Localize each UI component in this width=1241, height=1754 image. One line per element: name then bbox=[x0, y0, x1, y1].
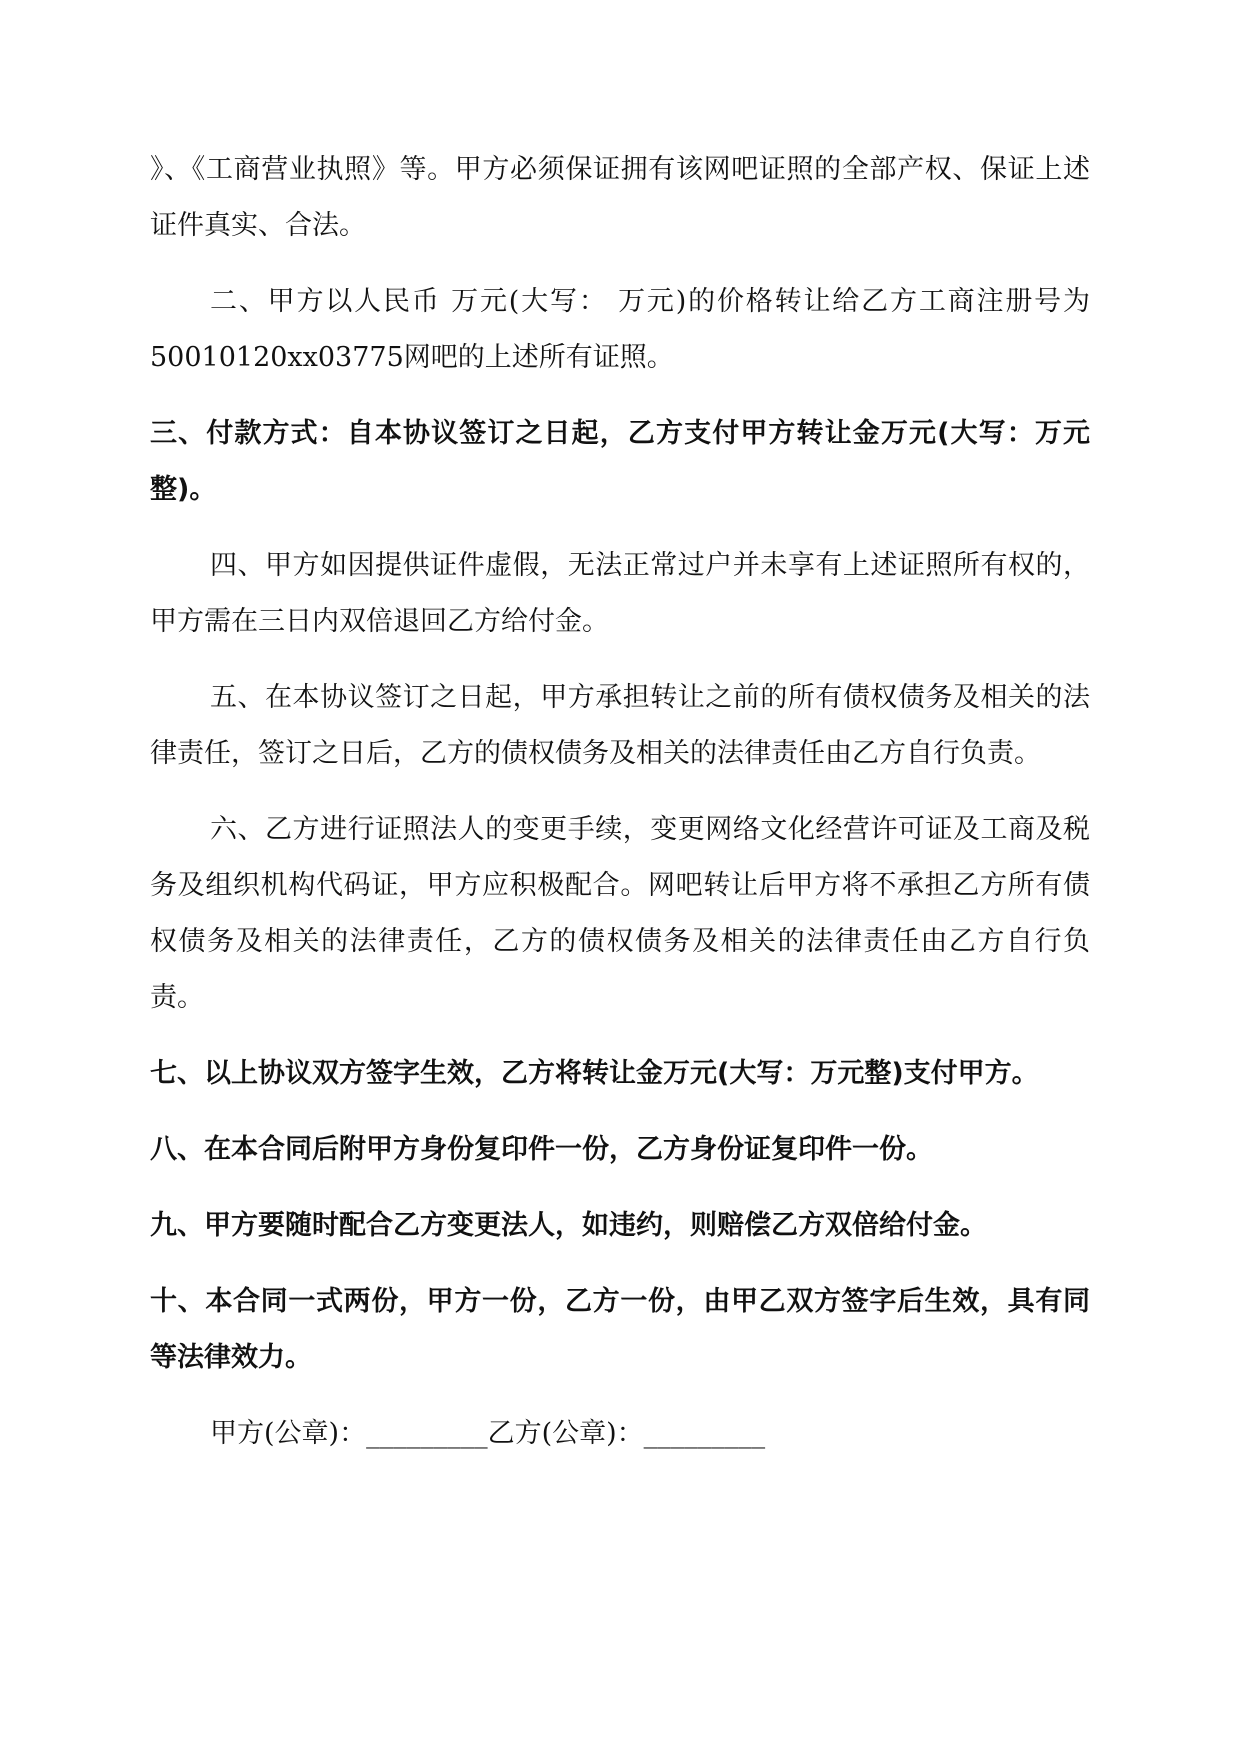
signature-line: 甲方(公章)：_________乙方(公章)：_________ bbox=[210, 1418, 766, 1449]
clause-5: 五、在本协议签订之日起，甲方承担转让之前的所有债权债务及相关的法律责任，签订之日后，乙方的债权债务及相关的法律责任由乙方自行负责。 bbox=[150, 682, 1090, 769]
clause-6: 六、乙方进行证照法人的变更手续，变更网络文化经营许可证及工商及税务及组织机构代码证，甲方应积极配合。网吧转让后甲方将不承担乙方所有债权债务及相关的法律责任，乙方的债权债务及相关的法律责任由乙方自行负责。 bbox=[150, 814, 1090, 1013]
clause-7: 七、以上协议双方签字生效，乙方将转让金万元(大写：万元整)支付甲方。 bbox=[150, 1058, 1039, 1089]
clause-10: 十、本合同一式两份，甲方一份，乙方一份，由甲乙双方签字后生效，具有同等法律效力。 bbox=[150, 1286, 1090, 1373]
clause-2: 二、甲方以人民币 万元(大写： 万元)的价格转让给乙方工商注册号为50010120xx03775网吧的上述所有证照。 bbox=[150, 286, 1090, 373]
document-page bbox=[150, 142, 1090, 1482]
paragraph-1: 》、《工商营业执照》等。甲方必须保证拥有该网吧证照的全部产权、保证上述证件真实、合法。 bbox=[150, 154, 1090, 241]
clause-3-payment: 三、付款方式：自本协议签订之日起，乙方支付甲方转让金万元(大写：万元整)。 bbox=[150, 418, 1090, 505]
clause-8: 八、在本合同后附甲方身份复印件一份，乙方身份证复印件一份。 bbox=[150, 1134, 933, 1165]
clause-4: 四、甲方如因提供证件虚假，无法正常过户并未享有上述证照所有权的，甲方需在三日内双倍退回乙方给付金。 bbox=[150, 550, 1090, 637]
clause-9: 九、甲方要随时配合乙方变更法人，如违约，则赔偿乙方双倍给付金。 bbox=[150, 1210, 987, 1241]
